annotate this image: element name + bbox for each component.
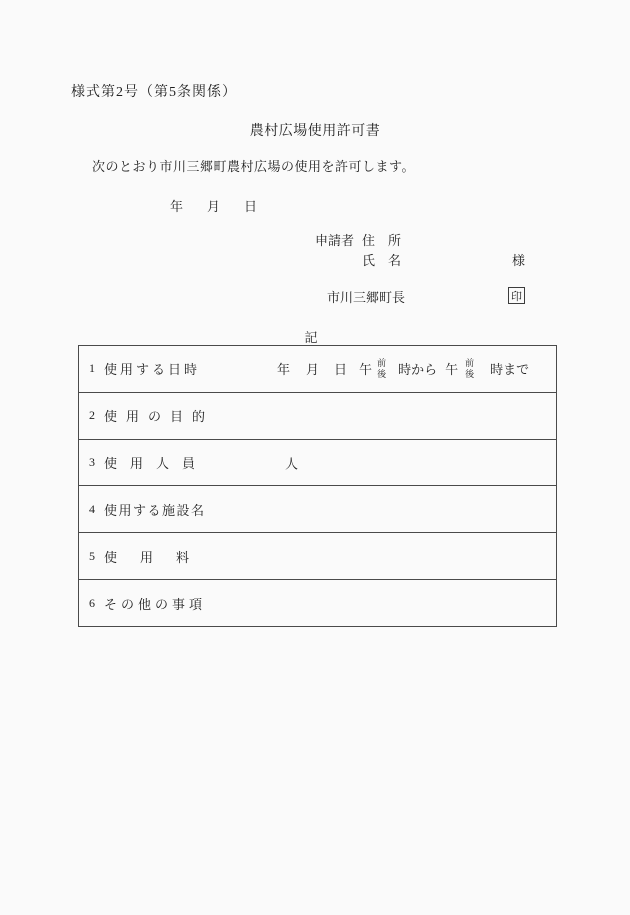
row-number: 1 bbox=[89, 361, 95, 376]
row-label: その他の事項 bbox=[104, 596, 207, 612]
dt-to-suffix: 時まで bbox=[490, 362, 530, 378]
seal-mark: 印 bbox=[511, 290, 522, 303]
table-row-fee bbox=[79, 533, 556, 580]
applicant-block bbox=[315, 231, 555, 271]
table-row-purpose bbox=[79, 393, 556, 440]
dt-ampm2-top: 前 bbox=[465, 358, 475, 369]
intro-text: 次のとおり市川三郷町農村広場の使用を許可します。 bbox=[92, 159, 415, 174]
name-label: 氏 名 bbox=[362, 253, 402, 268]
month-label: 月 bbox=[207, 199, 221, 214]
dt-ampm2-bottom: 後 bbox=[465, 368, 475, 379]
seal-mark-box bbox=[508, 287, 525, 304]
row-label: 使用する日時 bbox=[104, 362, 201, 378]
datetime-fields bbox=[277, 358, 529, 380]
form-number: 様式第2号（第5条関係） bbox=[71, 85, 237, 100]
mayor-title: 市川三郷町長 bbox=[327, 290, 406, 305]
row-label: 使用人員 bbox=[104, 456, 209, 472]
record-heading: 記 bbox=[304, 330, 318, 345]
table-row-people bbox=[79, 440, 556, 487]
applicant-label: 申請者 bbox=[315, 233, 355, 248]
address-label: 住 所 bbox=[362, 233, 402, 248]
permit-table bbox=[78, 345, 557, 627]
applicant-name-row bbox=[315, 251, 555, 271]
dt-ampm1-stack bbox=[377, 358, 386, 380]
row-number: 5 bbox=[89, 548, 95, 563]
issue-date-line bbox=[170, 196, 257, 215]
row-number: 4 bbox=[89, 501, 95, 516]
row-label: 使用料 bbox=[104, 549, 213, 565]
dt-ampm1-prefix: 午 bbox=[359, 362, 373, 378]
row-label: 使用の目的 bbox=[104, 409, 215, 425]
applicant-indent-spacer bbox=[315, 251, 362, 271]
honorific-label: 様 bbox=[512, 253, 526, 268]
table-row-datetime bbox=[79, 346, 556, 393]
dt-ampm1-top: 前 bbox=[377, 358, 387, 369]
dt-day-label: 日 bbox=[334, 362, 348, 378]
day-label: 日 bbox=[244, 199, 258, 214]
row-label: 使用する施設名 bbox=[104, 502, 206, 518]
row-number: 6 bbox=[89, 595, 95, 610]
issuer-line bbox=[327, 287, 557, 306]
dt-ampm2-stack bbox=[465, 358, 474, 380]
table-row-other bbox=[79, 580, 556, 626]
dt-from-suffix: 時から bbox=[398, 362, 438, 378]
dt-year-label: 年 bbox=[277, 362, 291, 378]
year-label: 年 bbox=[170, 199, 184, 214]
row-number: 2 bbox=[89, 408, 95, 423]
dt-ampm1-bottom: 後 bbox=[377, 368, 387, 379]
dt-month-label: 月 bbox=[306, 362, 320, 378]
table-row-facility bbox=[79, 486, 556, 533]
dt-ampm2-prefix: 午 bbox=[445, 362, 459, 378]
people-count-suffix: 人 bbox=[285, 456, 299, 472]
document-title: 農村広場使用許可書 bbox=[249, 124, 381, 139]
applicant-address-row bbox=[315, 231, 555, 251]
row-number: 3 bbox=[89, 455, 95, 470]
